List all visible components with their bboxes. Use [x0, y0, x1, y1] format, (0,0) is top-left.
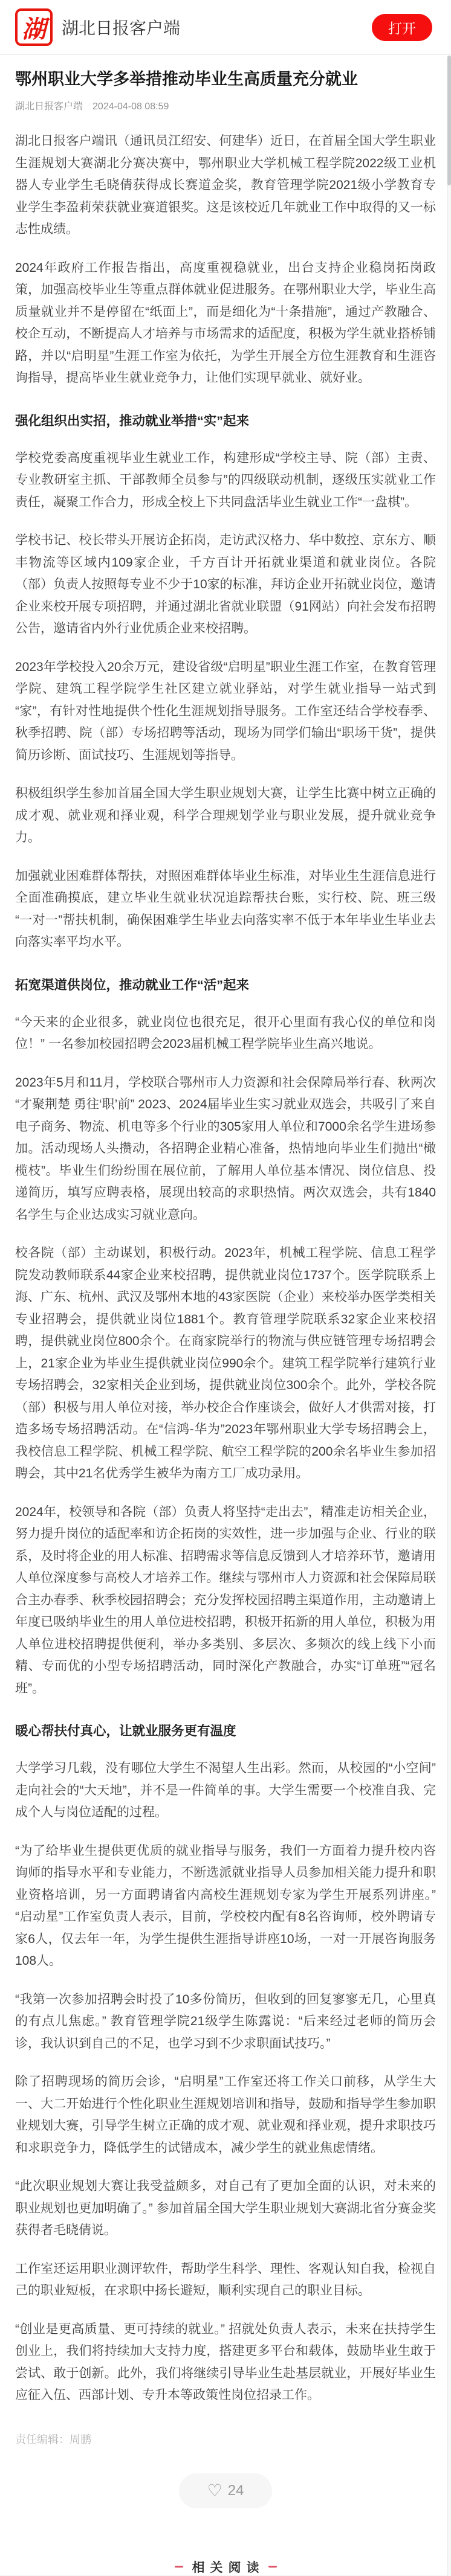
- article-paragraph: 学校书记、校长带头开展访企拓岗，走访武汉格力、华中数控、京东方、顺丰物流等区域内109家企业，千方百计开拓就业渠道和就业岗位。各院（部）负责人按照每专业不少于10家的标准，拜访企业开拓就业岗位，邀请企业来校开展专项招聘，并通过湖北省就业联盟（91网站）向社会发布招聘公告，邀请省内外行业优质企业来校招聘。: [15, 533, 436, 635]
- editor-line: 责任编辑：周鹏: [15, 2433, 91, 2446]
- article-title: 鄂州职业大学多举措推动毕业生高质量充分就业: [15, 70, 358, 88]
- article-paragraph: 加强就业困难群体帮扶，对照困难群体毕业生标准，对毕业生生涯信息进行全面准确摸底，建立毕业生就业状况追踪帮扶台账，实行校、院、班三级“一对一”帮扶机制，确保困难学生毕业去向落实率不低于本年毕业生毕业去向落实率平均水平。: [15, 869, 436, 949]
- article-datetime: 2024-04-08 08:59: [92, 101, 169, 112]
- section-heading: 暖心帮扶付真心，让就业服务更有温度: [15, 1724, 236, 1738]
- article-paragraph: 大学学习几载，没有哪位大学生不渴望人生出彩。然而，从校园的“小空间”走向社会的“大天地”，并不是一件简单的事。大学生需要一个校准自我、完成个人与岗位适配的过程。: [15, 1761, 436, 1819]
- scrollbar-track[interactable]: [447, 56, 451, 2576]
- open-app-button[interactable]: 打开: [372, 14, 432, 41]
- article: [0, 55, 451, 2576]
- article-paragraph: 2023年学校投入20余万元，建设省级“启明星”职业生涯工作室，在教育管理学院、建筑工程学院学生社区建立就业驿站，对学生就业指导一站式到“家”，有针对性地提供个性化生涯规划指导服务。工作室还结合学校春季、秋季招聘、院（部）专场招聘等活动，现场为同学们输出“职场干货”，提供简历诊断、面试技巧、生涯规划等指导。: [15, 660, 436, 762]
- related-dash-right: [268, 2566, 277, 2568]
- app-header: [0, 0, 451, 55]
- like-row: [15, 2473, 436, 2508]
- related-reading-header: [15, 2558, 436, 2576]
- article-paragraph: “为了给毕业生提供更优质的就业指导与服务，我们一方面着力提升校内咨询师的指导水平和专业能力，不断选派就业指导人员参加相关能力提升和职业资格培训，另一方面聘请省内高校生涯规划专家为学生开展系列讲座。” “启动星”工作室负责人表示，目前，学校校内配有8名咨询师，校外聘请专家6人，仅去年一年，为学生提供生涯指导讲座10场，一对一开展咨询服务108人。: [15, 1843, 436, 1968]
- article-paragraph: 工作室还运用职业测评软件，帮助学生科学、理性、客观认知自我，检视自己的职业短板，在求职中扬长避短，顺利实现自己的职业目标。: [15, 2261, 436, 2298]
- article-paragraph: 校各院（部）主动谋划，积极行动。2023年，机械工程学院、信息工程学院发动教师联系44家企业来校招聘，提供就业岗位1737个。医学院联系上海、广东、杭州、武汉及鄂州本地的43家医院（企业）来校举办医学类相关专业招聘会，提供就业岗位1881个。教育管理学院联系32家企业来校招聘，提供就业岗位800余个。在商家院举行的物流与供应链管理专场招聘会上，21家企业为毕业生提供就业岗位990余个。建筑工程学院举行建筑行业专场招聘会，32家相关企业到场，提供就业岗位300余个。此外，学校各院（部）积极与用人单位对接，举办校企合作座谈会，做好人才供需对接，打造多场专场招聘活动。在“信鸿-华为”2023年鄂州职业大学专场招聘会上，我校信息工程学院、机械工程学院、航空工程学院的200余名毕业生参加招聘会，其中21名优秀学生被华为南方工厂成功录用。: [15, 1246, 436, 1480]
- app-logo-icon: [15, 8, 53, 46]
- article-source: 湖北日报客户端: [15, 101, 83, 112]
- section-heading: 强化组织出实招，推动就业举措“实”起来: [15, 413, 250, 428]
- related-reading-label: 相关阅读: [192, 2560, 265, 2575]
- article-paragraph: 学校党委高度重视毕业生就业工作，构建形成“学校主导、院（部）主责、专业教研室主抓、干部教师全员参与”的四级联动机制，逐级压实就业工作责任，凝聚工作合力，形成全校上下共同盘活毕业生就业工作“一盘棋”。: [15, 451, 436, 509]
- article-body: [15, 130, 436, 2407]
- article-paragraph: “我第一次参加招聘会时投了10多份简历，但收到的回复寥寥无几，心里真的有点儿焦虑。” 教育管理学院21级学生陈露说：“后来经过老师的简历会诊，我认识到自己的不足，也学习到不少求职面试技巧。”: [15, 1992, 436, 2051]
- article-meta: [15, 98, 436, 112]
- logo-character: 湖: [22, 16, 46, 43]
- like-button[interactable]: [179, 2473, 272, 2508]
- article-paragraph: “今天来的企业很多，就业岗位也很充足，很开心里面有我心仪的单位和岗位！” 一名参加校园招聘会2023届机械工程学院毕业生高兴地说。: [15, 1015, 436, 1051]
- article-paragraph: 2023年5月和11月，学校联合鄂州市人力资源和社会保障局举行春、秋两次“才聚荆楚 勇往‘职’前” 2023、2024届毕业生实习就业双选会，共吸引了来自电子商务、物流、机电等多个行业的305家用人单位和7000余名学生进场参加。活动现场人头攒动，各招聘企业精心准备，热情地向毕业生们抛出“橄榄枝”。毕业生们纷纷围在展位前，了解用人单位基本情况、岗位信息、投递简历，填写应聘表格，展现出较高的求职热情。两次双选会，共有1840名学生与企业达成实习就业意向。: [15, 1075, 436, 1222]
- article-paragraph: 2024年政府工作报告指出，高度重视稳就业，出台支持企业稳岗拓岗政策，加强高校毕业生等重点群体就业促进服务。在鄂州职业大学，毕业生高质量就业并不是停留在“纸面上”，而是细化为“十条措施”，通过产教融合、校企互动，不断提高人才培养与市场需求的适配度，积极为学生就业搭桥铺路，并以“启明星”生涯工作室为依托，为学生开展全方位生涯教育和生涯咨询指导，提高毕业生就业竞争力，让他们实现早就业、就好业。: [15, 260, 436, 385]
- article-paragraph: “创业是更高质量、更可持续的就业。” 招就处负责人表示，未来在扶持学生创业上，我们将持续加大支持力度，搭建更多平台和载体，鼓励毕业生敢于尝试、敢于创新。此外，我们将继续引导毕业生赴基层就业，开展好毕业生应征入伍、西部计划、专升本等政策性岗位招录工作。: [15, 2322, 436, 2402]
- related-dash-left: [175, 2566, 183, 2568]
- app-name: 湖北日报客户端: [62, 19, 181, 37]
- article-paragraph: 除了招聘现场的简历会诊，“启明星”工作室还将工作关口前移，从学生大一、大二开始进行个性化职业生涯规划培训和指导，鼓励和指导学生参加职业规划大赛，引导学生树立正确的成才观、就业观和择业观，提升求职技巧和求职竞争力，降低学生的试错成本，减少学生的就业焦虑情绪。: [15, 2075, 436, 2155]
- article-paragraph: 2024年，校领导和各院（部）负责人将坚持“走出去”，精准走访相关企业，努力提升岗位的适配率和访企拓岗的实效性，进一步加强与企业、行业的联系，及时将企业的用人标准、招聘需求等信息反馈到人才培养环节，邀请用人单位深度参与高校人才培养工作。继续与鄂州市人力资源和社会保障局联合主办春季、秋季校园招聘会；充分发挥校园招聘主渠道作用，主动邀请上年度已吸纳毕业生的用人单位进校招聘，积极开拓新的用人单位，积极为用人单位进校招聘提供便利，举办多类别、多层次、多频次的线上线下小而精、专而优的小型专场招聘活动，同时深化产教融合，办实“订单班”“冠名班”。: [15, 1505, 436, 1695]
- article-paragraph: 湖北日报客户端讯（通讯员江绍安、何建华）近日，在首届全国大学生职业生涯规划大赛湖北分赛决赛中，鄂州职业大学机械工程学院2022级工业机器人专业学生毛晓倩获得成长赛道金奖，教育管理学院2021级小学教育专业学生李盈莉荣获就业赛道银奖。这是该校近几年就业工作中取得的又一标志性成绩。: [15, 134, 436, 236]
- like-count: 24: [227, 2482, 244, 2499]
- article-paragraph: 积极组织学生参加首届全国大学生职业规划大赛，让学生比赛中树立正确的成才观、就业观和择业观，科学合理规划学业与职业发展，提升就业竞争力。: [15, 786, 436, 844]
- section-heading: 拓宽渠道供岗位，推动就业工作“活”起来: [15, 977, 250, 992]
- article-paragraph: “此次职业规划大赛让我受益颇多，对自己有了更加全面的认识，对未来的职业规划也更加明确了。” 参加首届全国大学生职业规划大赛湖北省分赛金奖获得者毛晓倩说。: [15, 2179, 436, 2237]
- heart-icon: ♡: [207, 2481, 222, 2500]
- scrollbar-thumb[interactable]: [447, 56, 451, 185]
